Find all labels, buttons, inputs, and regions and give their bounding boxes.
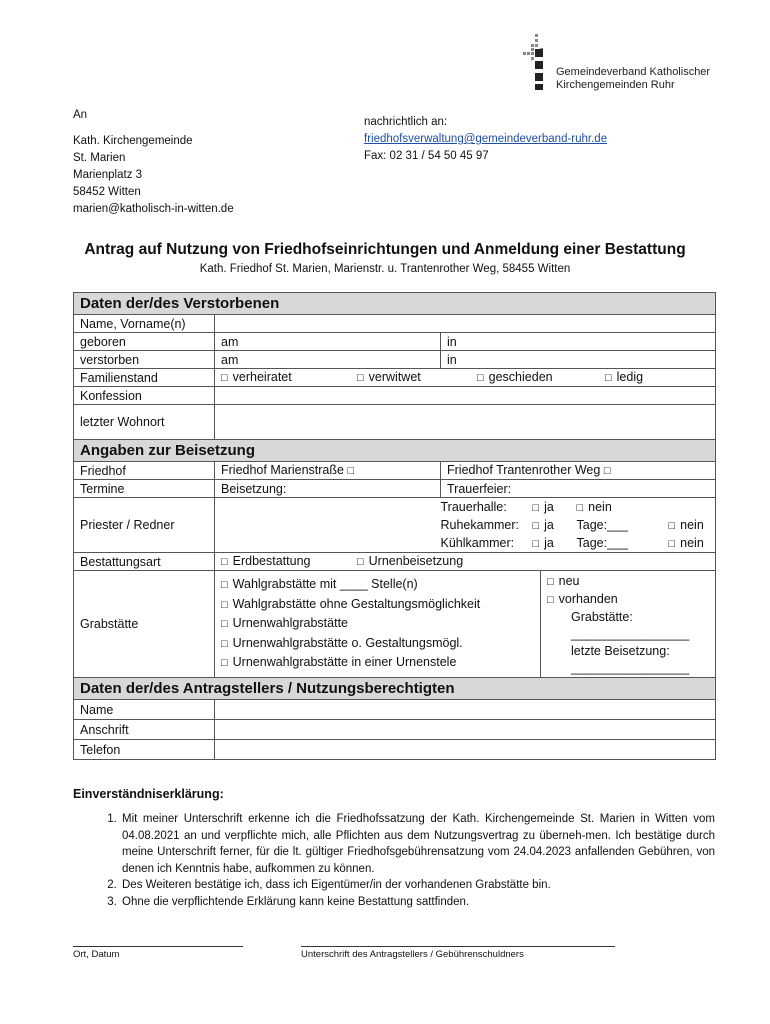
born-date-field[interactable] <box>215 333 441 351</box>
residence-field[interactable] <box>215 405 716 440</box>
option-label: ja <box>544 535 554 550</box>
checkbox-icon: □ <box>221 556 228 568</box>
option-label: vorhanden <box>558 592 618 606</box>
hall-nein[interactable] <box>577 498 669 516</box>
cool-ja[interactable] <box>533 534 577 552</box>
label-residence: letzter Wohnort <box>74 405 215 440</box>
label-confession: Konfession <box>74 387 215 405</box>
checkbox-icon: □ <box>477 372 484 384</box>
priest-field[interactable] <box>215 498 441 553</box>
burial-type-options <box>215 553 716 571</box>
rest-days-field[interactable]: Tage:___ <box>576 518 628 532</box>
checkbox-urnenstele[interactable] <box>221 653 534 673</box>
option-label: nein <box>680 517 704 532</box>
checkbox-icon: □ <box>221 372 228 384</box>
applicant-address-field[interactable] <box>215 720 716 740</box>
hall-options-grid <box>441 498 716 552</box>
checkbox-trantenrother[interactable] <box>441 462 716 480</box>
checkbox-icon: □ <box>221 637 228 650</box>
label-applicant-phone: Telefon <box>74 740 215 760</box>
option-label: neu <box>558 574 580 588</box>
burial-date-field[interactable] <box>215 480 441 498</box>
option-label: ja <box>544 499 554 514</box>
option-label: Wahlgrabstätte ohne Gestaltungsmöglichkeit <box>232 596 481 611</box>
label-cemetery: Friedhof <box>74 462 215 480</box>
checkbox-icon: □ <box>668 519 676 532</box>
label-cool: Kühlkammer: <box>440 536 515 550</box>
label-hall: Trauerhalle: <box>440 500 507 514</box>
address-email: marien@katholisch-in-witten.de <box>73 203 234 215</box>
checkbox-icon: □ <box>357 556 364 568</box>
label-marital: Familienstand <box>74 369 215 387</box>
option-label: verwitwet <box>368 370 421 384</box>
last-burial-field[interactable]: _________________ <box>571 661 690 675</box>
declaration-list <box>73 811 715 910</box>
option-label: Wahlgrabstätte mit ____ Stelle(n) <box>232 577 418 592</box>
label-name: Name, Vorname(n) <box>74 315 215 333</box>
cc-email-link[interactable]: friedhofsverwaltung@gemeindeverband-ruhr.de <box>364 133 608 145</box>
checkbox-urnenwahlgrab-o[interactable] <box>221 634 534 654</box>
cool-days-field[interactable]: Tage:___ <box>576 536 628 550</box>
declaration-item: 3. Ohne die verpflichtende Erklärung kann keine Bestattung sattfinden. <box>120 894 715 911</box>
cc-fax: Fax: 02 31 / 54 50 45 97 <box>364 150 489 162</box>
checkbox-icon: □ <box>221 579 228 592</box>
grave-number-field[interactable]: _________________ <box>571 627 690 641</box>
address-line: Kath. Kirchengemeinde <box>73 135 193 147</box>
checkbox-icon: □ <box>532 519 540 532</box>
label-applicant-address: Anschrift <box>74 720 215 740</box>
hall-options <box>441 498 716 553</box>
option-label: nein <box>680 535 704 550</box>
checkbox-urnenbeisetzung[interactable] <box>357 554 463 568</box>
marital-options <box>215 369 716 387</box>
checkbox-geschieden[interactable] <box>477 369 605 386</box>
address-line: 58452 Witten <box>73 186 141 198</box>
option-label: Friedhof Trantenrother Weg <box>447 463 601 477</box>
died-date-field[interactable] <box>215 351 441 369</box>
option-label: Urnenbeisetzung <box>368 554 464 568</box>
checkbox-erdbestattung[interactable] <box>221 553 357 570</box>
burial-date-label: Beisetzung: <box>221 481 287 496</box>
checkbox-icon: □ <box>532 501 540 514</box>
sig-name-label: Unterschrift des Antragstellers / Gebührenschuldners <box>301 949 524 960</box>
confession-field[interactable] <box>215 387 716 405</box>
grave-label: Grabstätte: <box>571 610 633 624</box>
recipient-address <box>73 133 234 218</box>
address-line: Marienplatz 3 <box>73 169 143 181</box>
label-dates: Termine <box>74 480 215 498</box>
checkbox-urnenwahlgrab[interactable] <box>221 614 534 634</box>
option-label: ja <box>544 517 554 532</box>
mourning-label: Trauerfeier: <box>447 481 512 496</box>
logo-line-2: Kirchengemeinden Ruhr <box>556 79 675 91</box>
cc-label: nachrichtlich an: <box>364 116 448 128</box>
cool-nein[interactable] <box>669 534 716 552</box>
declaration-item: 2. Des Weiteren bestätige ich, dass ich Eigentümer/in der vorhandenen Grabstätte bin. <box>120 877 715 894</box>
checkbox-icon: □ <box>668 537 676 550</box>
application-form <box>73 292 716 760</box>
signature-applicant[interactable] <box>301 946 615 960</box>
cc-block <box>364 114 607 165</box>
checkbox-icon: □ <box>547 576 554 588</box>
checkbox-icon: □ <box>576 501 584 514</box>
name-field[interactable] <box>215 315 716 333</box>
checkbox-wahlgrab-ohne[interactable] <box>221 595 534 615</box>
checkbox-marienstrasse[interactable] <box>215 462 441 480</box>
sig-place-label: Ort, Datum <box>73 949 120 960</box>
checkbox-ledig[interactable] <box>605 370 643 384</box>
in-label: in <box>447 334 457 349</box>
mourning-date-field[interactable] <box>441 480 716 498</box>
checkbox-vorhanden[interactable] <box>547 591 709 609</box>
address-line: St. Marien <box>73 152 126 164</box>
recipient-label: An <box>73 109 88 121</box>
applicant-phone-field[interactable] <box>215 740 716 760</box>
am-label: am <box>221 334 239 349</box>
checkbox-icon: □ <box>221 657 228 670</box>
label-born: geboren <box>74 333 215 351</box>
died-place-field[interactable] <box>441 351 716 369</box>
declaration-title: Einverständniserklärung: <box>73 787 224 801</box>
section-deceased: Daten der/des Verstorbenen <box>74 293 716 315</box>
label-applicant-name: Name <box>74 700 215 720</box>
grave-options <box>215 571 541 678</box>
checkbox-icon: □ <box>357 372 364 384</box>
checkbox-icon: □ <box>347 465 355 477</box>
document-subtitle: Kath. Friedhof St. Marien, Marienstr. u. Trantenrother Weg, 58455 Witten <box>199 263 571 275</box>
checkbox-icon: □ <box>547 594 554 606</box>
checkbox-neu[interactable] <box>547 573 709 591</box>
logo-line-1: Gemeindeverband Katholischer <box>556 66 711 78</box>
applicant-name-field[interactable] <box>215 700 716 720</box>
signature-place-date[interactable] <box>73 946 243 960</box>
option-label: Erdbestattung <box>232 554 311 568</box>
checkbox-icon: □ <box>221 598 228 611</box>
option-label: Urnenwahlgrabstätte in einer Urnenstele <box>232 655 457 670</box>
checkbox-verwitwet[interactable] <box>357 369 477 386</box>
option-label: ledig <box>616 370 644 384</box>
last-burial-label: letzte Beisetzung: <box>571 644 670 658</box>
checkbox-icon: □ <box>603 465 611 477</box>
label-grave: Grabstätte <box>74 571 215 678</box>
checkbox-icon: □ <box>221 618 228 631</box>
section-burial: Angaben zur Beisetzung <box>74 440 716 462</box>
declaration-item: 1. Mit meiner Unterschrift erkenne ich die Friedhofssatzung der Kath. Kirchengemeinde St. Marien in Witten vom 04.08.2021 an und verpflichte mich, alle Pflichten aus dem Nutzungsvertrag zu überneh-men. Ich bestätige durch meine Unterschrift ferner, für die lt. gültiger Friedhofsgebührensatzung vom 24.04.2023 anfallenden Gebühren, von denen ich Kenntnis habe, aufkommen zu können. <box>120 811 715 877</box>
option-label: Friedhof Marienstraße <box>221 463 344 477</box>
checkbox-icon: □ <box>532 537 540 550</box>
rest-ja[interactable] <box>533 516 577 534</box>
rest-nein[interactable] <box>669 516 716 534</box>
grave-status <box>541 571 716 678</box>
hall-ja[interactable] <box>533 498 577 516</box>
label-died: verstorben <box>74 351 215 369</box>
section-applicant: Daten der/des Antragstellers / Nutzungsberechtigten <box>74 678 716 700</box>
label-priest: Priester / Redner <box>74 498 215 553</box>
document-title: Antrag auf Nutzung von Friedhofseinrichtungen und Anmeldung einer Bestattung <box>84 241 686 258</box>
in-label: in <box>447 352 457 367</box>
gemeindeverband-logo <box>520 34 554 90</box>
logo-text <box>556 66 710 92</box>
option-label: geschieden <box>488 370 553 384</box>
option-label: nein <box>588 499 612 514</box>
am-label: am <box>221 352 239 367</box>
checkbox-verheiratet[interactable] <box>221 369 357 386</box>
checkbox-icon: □ <box>605 372 612 384</box>
option-label: Urnenwahlgrabstätte <box>232 616 349 631</box>
option-label: Urnenwahlgrabstätte o. Gestaltungsmögl. <box>232 635 463 650</box>
label-rest: Ruhekammer: <box>440 518 519 532</box>
born-place-field[interactable] <box>441 333 716 351</box>
checkbox-wahlgrab-count[interactable] <box>221 575 534 595</box>
label-burial-type: Bestattungsart <box>74 553 215 571</box>
option-label: verheiratet <box>232 370 292 384</box>
